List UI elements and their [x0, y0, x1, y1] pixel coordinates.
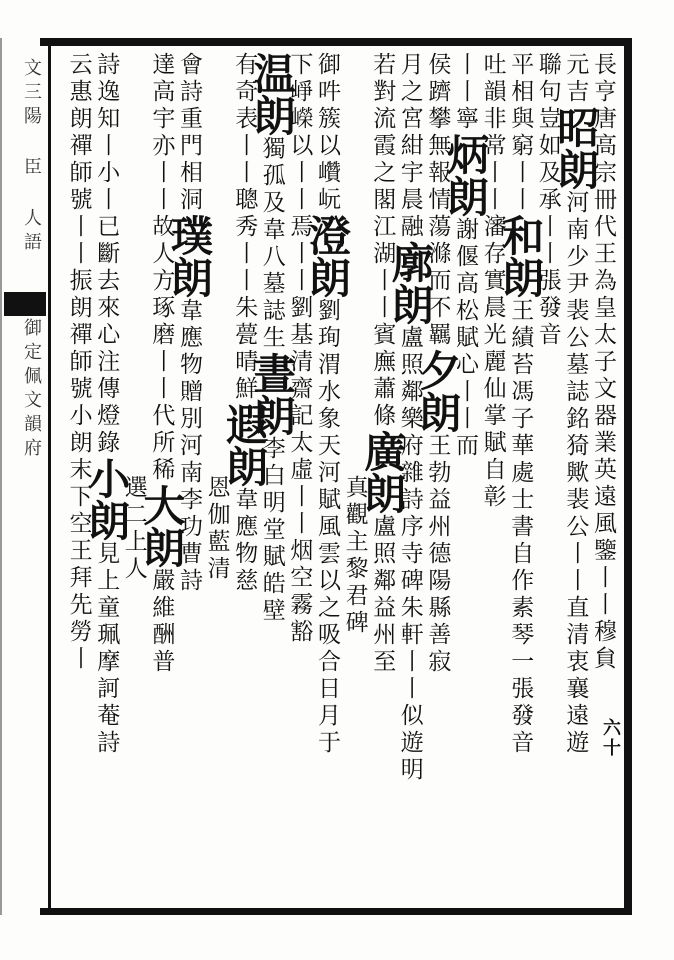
- text-segment: 盧照鄰樂府雜詩序: [396, 325, 423, 541]
- headword: 温朗: [247, 52, 297, 136]
- text-segment: 真觀主黎君碑: [341, 475, 368, 637]
- top-border-rule: [40, 38, 632, 46]
- margin-section-label: 文三陽 臣 人語: [21, 58, 42, 256]
- headword: 晝朗: [247, 352, 297, 436]
- text-segment: 吐韻非常丨丨瀋存實晨光麗仙掌賦自彰: [479, 52, 506, 511]
- text-segment: 王績苔馮子華處士書自作素琴一張發音: [507, 298, 534, 757]
- text-segment: 丨丨寧: [452, 52, 478, 133]
- headword: 遐朗: [220, 403, 270, 487]
- text-segment: 寺碑朱軒丨丨似遊明: [396, 541, 423, 784]
- right-border-rule: [624, 38, 632, 915]
- text-segment: 謝偃高松賦心丨丨而: [452, 217, 478, 460]
- text-column: [59, 52, 99, 904]
- gutter-rule: [48, 46, 51, 908]
- text-segment: 劉珣渭水象天河賦風雲以之吸合日月于: [314, 298, 340, 757]
- text-segment: 選二上人: [120, 475, 147, 583]
- text-segment: 丨丨朱甍晴鮮: [231, 241, 258, 403]
- headword: 大朗: [137, 484, 187, 568]
- fishtail-mark: [4, 292, 46, 316]
- text-segment: 元吉: [562, 52, 589, 106]
- text-segment: 有奇表丨丨聰秀: [231, 52, 258, 241]
- text-segment: 江湖丨丨賓廡蕭條: [369, 214, 396, 430]
- text-segment: 月之宮紺宇晨融: [396, 52, 423, 241]
- headword: 炳朗: [441, 133, 490, 217]
- text-segment: 御吽簇以巑岏: [314, 52, 340, 214]
- page-edge: [0, 38, 2, 915]
- text-segment: 侯躋攀: [424, 52, 451, 133]
- text-segment: 盧照鄰益州至: [369, 514, 396, 676]
- text-segment: 韋應物贈別河南李功曹詩: [176, 298, 202, 595]
- margin-book-title: 御定佩文韻府: [21, 318, 42, 462]
- text-segment: 長亨: [590, 52, 616, 106]
- text-segment: 末下空王拜先勞丨: [65, 457, 92, 673]
- headword: 澄朗: [303, 214, 352, 298]
- text-segment: 聯句豈如及承丨丨張發音: [534, 52, 561, 349]
- text-segment: 若對流霞之閣: [369, 52, 396, 214]
- text-segment: 平相與窮丨丨: [507, 52, 534, 214]
- bottom-border-rule: [40, 908, 632, 915]
- text-segment: 云惠朗禪師號丨丨振朗禪師號小朗: [65, 52, 92, 457]
- text-segment: 下崢嶸以丨丨: [286, 52, 313, 214]
- text-segment: 李白明堂賦皓壁: [258, 436, 285, 625]
- text-segment: 焉丨丨劉基清齋記太虛丨丨烟空霧豁: [286, 214, 313, 646]
- text-segment: 見上童珮摩訶菴詩: [93, 541, 120, 757]
- text-segment: 河南少尹裴公墓誌銘猗歟裴公丨丨直清衷襄遠遊: [562, 190, 589, 757]
- text-segment: 王勃益州德陽縣善寂: [424, 433, 451, 676]
- text-segment: 韋應物慈: [231, 487, 258, 595]
- headword: 和朗: [496, 214, 546, 298]
- text-segment: 故人方琢磨丨丨代所稀: [148, 214, 175, 484]
- text-segment: 唐高宗冊代王為皇太子文器業英遠風鑒丨丨穆貟: [590, 106, 616, 673]
- headword: 璞朗: [165, 214, 214, 298]
- text-segment: 詩逸知丨小丨已斷去來心注傳燈錄: [93, 52, 120, 457]
- headword: 夕朗: [413, 349, 463, 433]
- text-segment: 無報情蕩滌而不羈: [424, 133, 451, 349]
- text-segment: 嚴維酬普: [148, 568, 175, 676]
- text-segment: 恩伽藍清: [203, 475, 230, 583]
- headword: 廓朗: [385, 241, 435, 325]
- headword: 廣朗: [358, 430, 408, 514]
- headword: 昭朗: [551, 106, 601, 190]
- headword: 小朗: [82, 457, 132, 541]
- text-segment: 獨孤及韋八墓誌生: [258, 136, 285, 352]
- page-number: 六十: [600, 718, 621, 758]
- text-segment: 達高宇亦丨丨: [148, 52, 175, 214]
- text-segment: 會詩重門相洞: [176, 52, 202, 214]
